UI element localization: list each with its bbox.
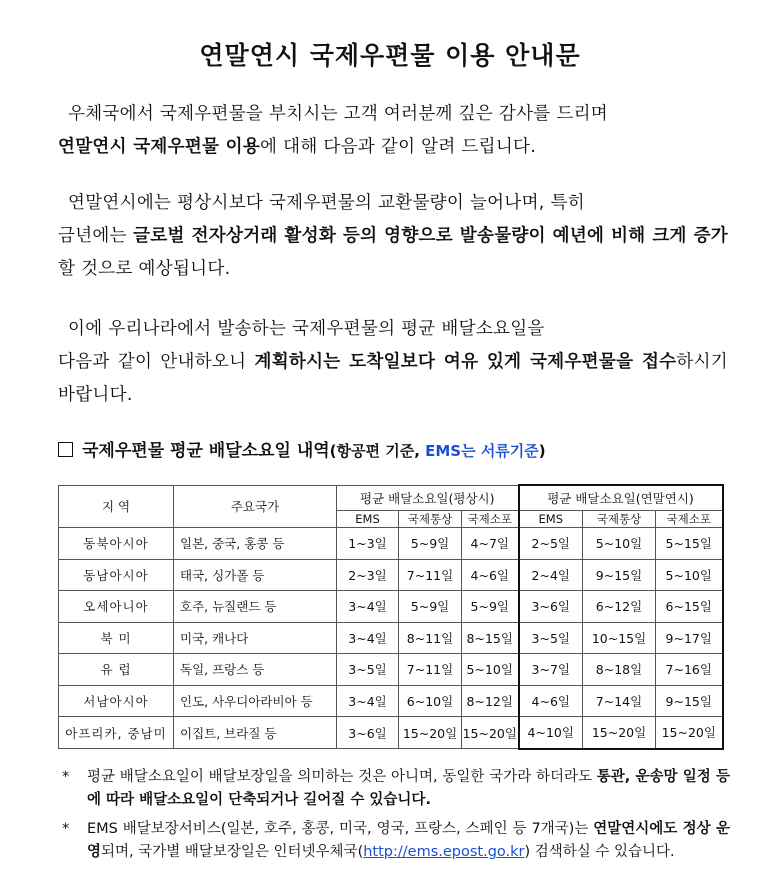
note-2-text-end: ) 검색하실 수 있습니다. xyxy=(524,844,675,860)
cell-holiday-parcel: 15~20일 xyxy=(656,717,723,749)
cell-holiday-letter: 6~12일 xyxy=(583,591,656,623)
cell-region: 북 미 xyxy=(59,622,174,654)
header-normal-period: 평균 배달소요일(평상시) xyxy=(337,485,519,511)
note-1-asterisk: * xyxy=(62,769,70,785)
cell-normal-letter: 7~11일 xyxy=(399,559,462,591)
table-row xyxy=(59,685,723,717)
delivery-days-table xyxy=(58,484,724,750)
cell-countries: 인도, 사우디아라비아 등 xyxy=(174,685,337,717)
cell-holiday-parcel: 9~17일 xyxy=(656,622,723,654)
table-row xyxy=(59,654,723,686)
table-row xyxy=(59,528,723,560)
note-1-text: 평균 배달소요일이 배달보장일을 의미하는 것은 아니며, 동일한 국가라 하더라도 xyxy=(87,769,597,785)
subheader-normal-parcel: 국제소포 xyxy=(462,511,519,528)
forecast-bold-text: 글로벌 전자상거래 활성화 등의 영향으로 발송물량이 예년에 비해 크게 증가 xyxy=(133,226,728,246)
section-ems-note: EMS는 서류기준 xyxy=(425,442,539,460)
cell-normal-letter: 7~11일 xyxy=(399,654,462,686)
forecast-prefix: 금년에는 xyxy=(58,226,134,246)
cell-holiday-ems: 4~6일 xyxy=(519,685,583,717)
cell-countries: 태국, 싱가폴 등 xyxy=(174,559,337,591)
cell-holiday-ems: 3~5일 xyxy=(519,622,583,654)
cell-normal-ems: 3~6일 xyxy=(337,717,399,749)
header-countries: 주요국가 xyxy=(174,485,337,528)
cell-holiday-parcel: 5~10일 xyxy=(656,559,723,591)
note-1 xyxy=(58,766,730,812)
cell-normal-letter: 8~11일 xyxy=(399,622,462,654)
cell-holiday-ems: 3~6일 xyxy=(519,591,583,623)
cell-normal-parcel: 4~7일 xyxy=(462,528,519,560)
cell-normal-parcel: 5~9일 xyxy=(462,591,519,623)
cell-countries: 독일, 프랑스 등 xyxy=(174,654,337,686)
cell-region: 오세아니아 xyxy=(59,591,174,623)
ems-website-link[interactable]: http://ems.epost.go.kr xyxy=(363,844,525,860)
cell-holiday-parcel: 5~15일 xyxy=(656,528,723,560)
section-heading xyxy=(58,436,546,461)
cell-normal-ems: 2~3일 xyxy=(337,559,399,591)
cell-holiday-letter: 5~10일 xyxy=(583,528,656,560)
subheader-normal-ems: EMS xyxy=(337,511,399,528)
guidance-rest-text: 하시기 바랍니다. xyxy=(58,352,728,405)
header-holiday-period: 평균 배달소요일(연말연시) xyxy=(519,485,723,511)
header-region: 지 역 xyxy=(59,485,174,528)
note-2 xyxy=(58,818,730,864)
cell-holiday-letter: 8~18일 xyxy=(583,654,656,686)
cell-normal-parcel: 15~20일 xyxy=(462,717,519,749)
subheader-normal-letter: 국제통상 xyxy=(399,511,462,528)
intro-rest-text: 에 대해 다음과 같이 알려 드립니다. xyxy=(260,137,537,157)
table-row xyxy=(59,622,723,654)
subheader-holiday-letter: 국제통상 xyxy=(583,511,656,528)
note-2-text: EMS 배달보장서비스(일본, 호주, 홍콩, 미국, 영국, 프랑스, 스페인 등 7개국)는 xyxy=(87,821,594,837)
cell-region: 서남아시아 xyxy=(59,685,174,717)
intro-line-1: 우체국에서 국제우편물을 부치시는 고객 여러분께 깊은 감사를 드리며 xyxy=(68,104,608,124)
cell-normal-letter: 6~10일 xyxy=(399,685,462,717)
cell-holiday-letter: 10~15일 xyxy=(583,622,656,654)
cell-normal-parcel: 4~6일 xyxy=(462,559,519,591)
page-title: 연말연시 국제우편물 이용 안내문 xyxy=(199,41,581,70)
cell-region: 동북아시아 xyxy=(59,528,174,560)
cell-holiday-letter: 15~20일 xyxy=(583,717,656,749)
table-header-row xyxy=(59,485,723,511)
cell-normal-ems: 1~3일 xyxy=(337,528,399,560)
guidance-bold-text: 계획하시는 도착일보다 여유 있게 국제우편물을 접수 xyxy=(254,352,677,372)
cell-normal-parcel: 8~12일 xyxy=(462,685,519,717)
intro-paragraph xyxy=(58,98,728,164)
table-row xyxy=(59,717,723,749)
intro-bold-text: 연말연시 국제우편물 이용 xyxy=(58,137,261,157)
guidance-line-1: 이에 우리나라에서 발송하는 국제우편물의 평균 배달소요일을 xyxy=(68,319,545,339)
cell-holiday-parcel: 7~16일 xyxy=(656,654,723,686)
cell-holiday-ems: 2~4일 xyxy=(519,559,583,591)
cell-region: 아프리카, 중남미 xyxy=(59,717,174,749)
forecast-line-1: 연말연시에는 평상시보다 국제우편물의 교환물량이 늘어나며, 특히 xyxy=(68,193,585,213)
cell-holiday-ems: 3~7일 xyxy=(519,654,583,686)
cell-region: 동남아시아 xyxy=(59,559,174,591)
cell-holiday-parcel: 9~15일 xyxy=(656,685,723,717)
cell-holiday-ems: 4~10일 xyxy=(519,717,583,749)
guidance-paragraph xyxy=(58,313,728,412)
cell-normal-parcel: 8~15일 xyxy=(462,622,519,654)
cell-countries: 미국, 캐나다 xyxy=(174,622,337,654)
cell-normal-ems: 3~4일 xyxy=(337,591,399,623)
cell-holiday-letter: 9~15일 xyxy=(583,559,656,591)
section-heading-text: 국제우편물 평균 배달소요일 내역 xyxy=(82,441,330,461)
cell-normal-letter: 5~9일 xyxy=(399,528,462,560)
cell-countries: 호주, 뉴질랜드 등 xyxy=(174,591,337,623)
table-row xyxy=(59,591,723,623)
note-2-asterisk: * xyxy=(62,821,70,837)
cell-holiday-letter: 7~14일 xyxy=(583,685,656,717)
cell-normal-ems: 3~4일 xyxy=(337,685,399,717)
cell-normal-ems: 3~4일 xyxy=(337,622,399,654)
cell-normal-letter: 5~9일 xyxy=(399,591,462,623)
subheader-holiday-parcel: 국제소포 xyxy=(656,511,723,528)
subheader-holiday-ems: EMS xyxy=(519,511,583,528)
cell-region: 유 럽 xyxy=(59,654,174,686)
cell-countries: 이집트, 브라질 등 xyxy=(174,717,337,749)
guidance-prefix: 다음과 같이 안내하오니 xyxy=(58,352,255,372)
section-sub-close: ) xyxy=(538,442,546,460)
cell-normal-ems: 3~5일 xyxy=(337,654,399,686)
checkbox-square-icon xyxy=(58,442,73,457)
cell-countries: 일본, 중국, 홍콩 등 xyxy=(174,528,337,560)
cell-normal-parcel: 5~10일 xyxy=(462,654,519,686)
cell-holiday-ems: 2~5일 xyxy=(519,528,583,560)
note-2-bold-text: 연말연시에도 정상 운영 xyxy=(87,821,730,860)
forecast-rest-text: 할 것으로 예상됩니다. xyxy=(58,259,231,279)
note-2-text-cont: 되며, 국가별 배달보장일은 인터넷우체국( xyxy=(101,844,364,860)
section-sub-open: (항공편 기준, xyxy=(329,442,426,460)
note-1-bold-text: 통관, 운송망 일정 등에 따라 배달소요일이 단축되거나 길어질 수 있습니다. xyxy=(87,769,730,808)
cell-holiday-parcel: 6~15일 xyxy=(656,591,723,623)
cell-normal-letter: 15~20일 xyxy=(399,717,462,749)
table-row xyxy=(59,559,723,591)
forecast-paragraph xyxy=(58,187,728,286)
